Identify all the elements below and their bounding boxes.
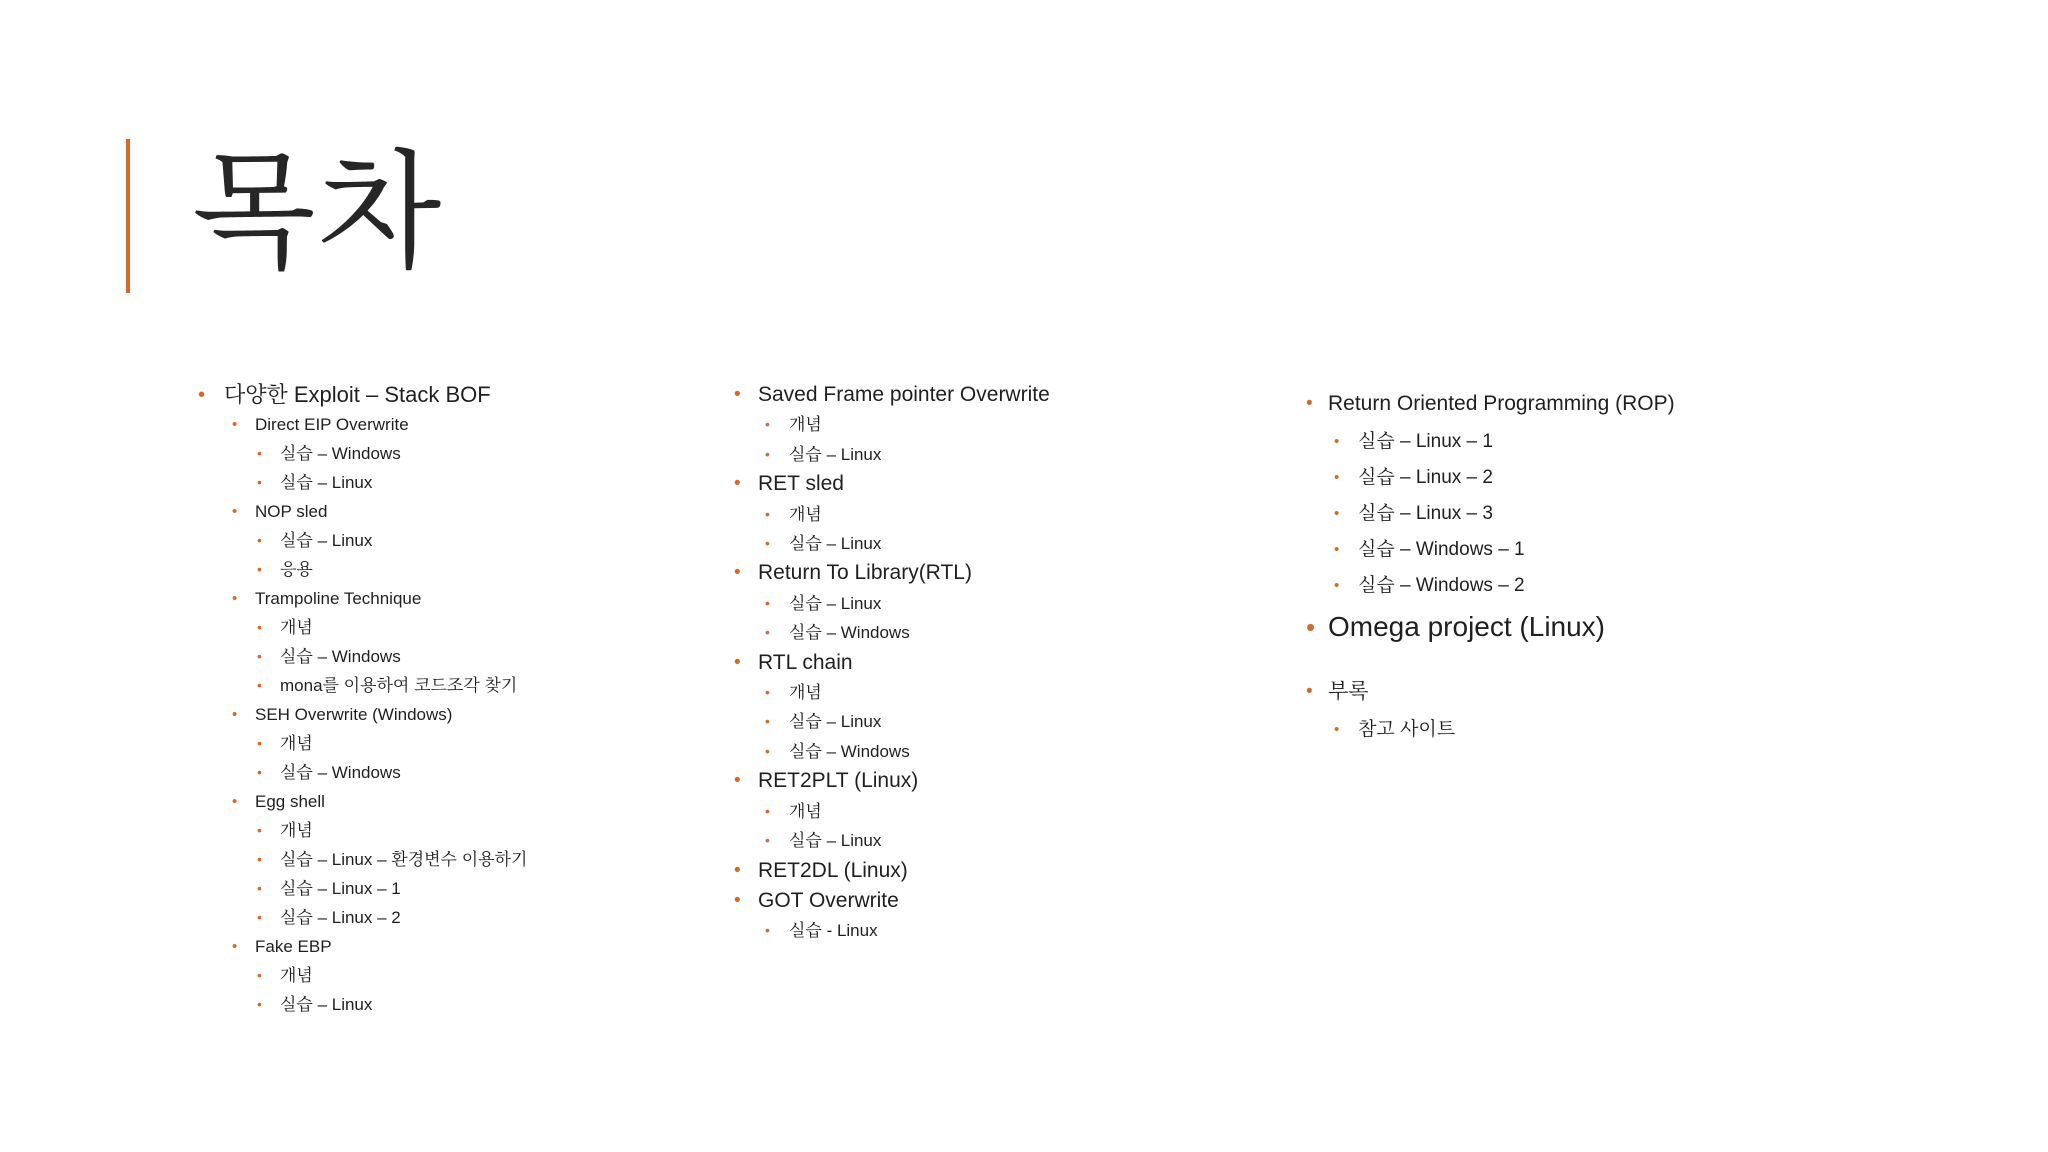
toc-subitem: • 개념 bbox=[198, 961, 527, 990]
toc-subitem: • 실습 – Linux bbox=[198, 468, 527, 497]
toc-subitem: • 실습 – Linux – 1 bbox=[198, 874, 527, 903]
toc-subitem: • 실습 – Windows bbox=[734, 737, 1050, 766]
toc-subitem: • 실습 – Windows bbox=[198, 642, 527, 671]
toc-item-stack-bof: • 다양한 Exploit – Stack BOF bbox=[198, 380, 527, 410]
toc-item-trampoline: • Trampoline Technique bbox=[198, 584, 527, 613]
toc-subitem: • 실습 – Windows bbox=[198, 439, 527, 468]
toc-item-appendix: • 부록 bbox=[1306, 672, 1675, 712]
toc-item-rop: • Return Oriented Programming (ROP) bbox=[1306, 384, 1675, 424]
toc-item-rtl-chain: • RTL chain bbox=[734, 648, 1050, 678]
toc-subitem: • 실습 – Linux bbox=[734, 826, 1050, 855]
toc-subitem: • 실습 – Linux bbox=[734, 440, 1050, 469]
toc-subitem: • 실습 – Windows bbox=[734, 618, 1050, 647]
toc-subitem: • 실습 – Linux – 1 bbox=[1306, 424, 1675, 460]
toc-item-ret2dl: • RET2DL (Linux) bbox=[734, 856, 1050, 886]
toc-subitem: • 개념 bbox=[198, 729, 527, 758]
page-title: 목차 bbox=[192, 141, 444, 284]
toc-column-1 bbox=[198, 380, 527, 1019]
toc-subitem: • 개념 bbox=[734, 678, 1050, 707]
toc-subitem: • 실습 – Linux – 2 bbox=[1306, 460, 1675, 496]
toc-subitem: • 실습 – Linux – 3 bbox=[1306, 496, 1675, 532]
toc-item-got-overwrite: • GOT Overwrite bbox=[734, 886, 1050, 916]
toc-subitem: • 실습 – Windows – 1 bbox=[1306, 532, 1675, 568]
toc-subitem: • 실습 - Linux bbox=[734, 916, 1050, 945]
toc-subitem: • 실습 – Linux bbox=[198, 990, 527, 1019]
toc-subitem: • 개념 bbox=[734, 797, 1050, 826]
toc-subitem: • 개념 bbox=[734, 410, 1050, 439]
toc-subitem: • 실습 – Linux bbox=[734, 589, 1050, 618]
toc-subitem: • 실습 – Linux – 2 bbox=[198, 903, 527, 932]
toc-item-direct-eip: • Direct EIP Overwrite bbox=[198, 410, 527, 439]
toc-column-3 bbox=[1306, 384, 1675, 748]
toc-subitem: • 개념 bbox=[198, 816, 527, 845]
toc-item-omega-project: • Omega project (Linux) bbox=[1306, 606, 1675, 648]
toc-item-sfp-overwrite: • Saved Frame pointer Overwrite bbox=[734, 380, 1050, 410]
toc-subitem: • 개념 bbox=[734, 500, 1050, 529]
toc-subitem: • 개념 bbox=[198, 613, 527, 642]
toc-subitem: • 실습 – Windows bbox=[198, 758, 527, 787]
toc-subitem: • mona를 이용하여 코드조각 찾기 bbox=[198, 671, 527, 700]
toc-item-nop-sled: • NOP sled bbox=[198, 497, 527, 526]
title-accent-bar bbox=[126, 139, 130, 293]
toc-item-egg-shell: • Egg shell bbox=[198, 787, 527, 816]
toc-item-rtl: • Return To Library(RTL) bbox=[734, 558, 1050, 588]
toc-column-2 bbox=[734, 380, 1050, 946]
toc-subitem: • 실습 – Linux bbox=[198, 526, 527, 555]
toc-item-fake-ebp: • Fake EBP bbox=[198, 932, 527, 961]
toc-subitem: • 응용 bbox=[198, 555, 527, 584]
toc-item-ret2plt: • RET2PLT (Linux) bbox=[734, 766, 1050, 796]
toc-item-seh: • SEH Overwrite (Windows) bbox=[198, 700, 527, 729]
toc-subitem: • 참고 사이트 bbox=[1306, 712, 1675, 748]
toc-subitem: • 실습 – Windows – 2 bbox=[1306, 568, 1675, 604]
toc-subitem: • 실습 – Linux bbox=[734, 529, 1050, 558]
toc-subitem: • 실습 – Linux – 환경변수 이용하기 bbox=[198, 845, 527, 874]
toc-item-ret-sled: • RET sled bbox=[734, 469, 1050, 499]
toc-subitem: • 실습 – Linux bbox=[734, 707, 1050, 736]
